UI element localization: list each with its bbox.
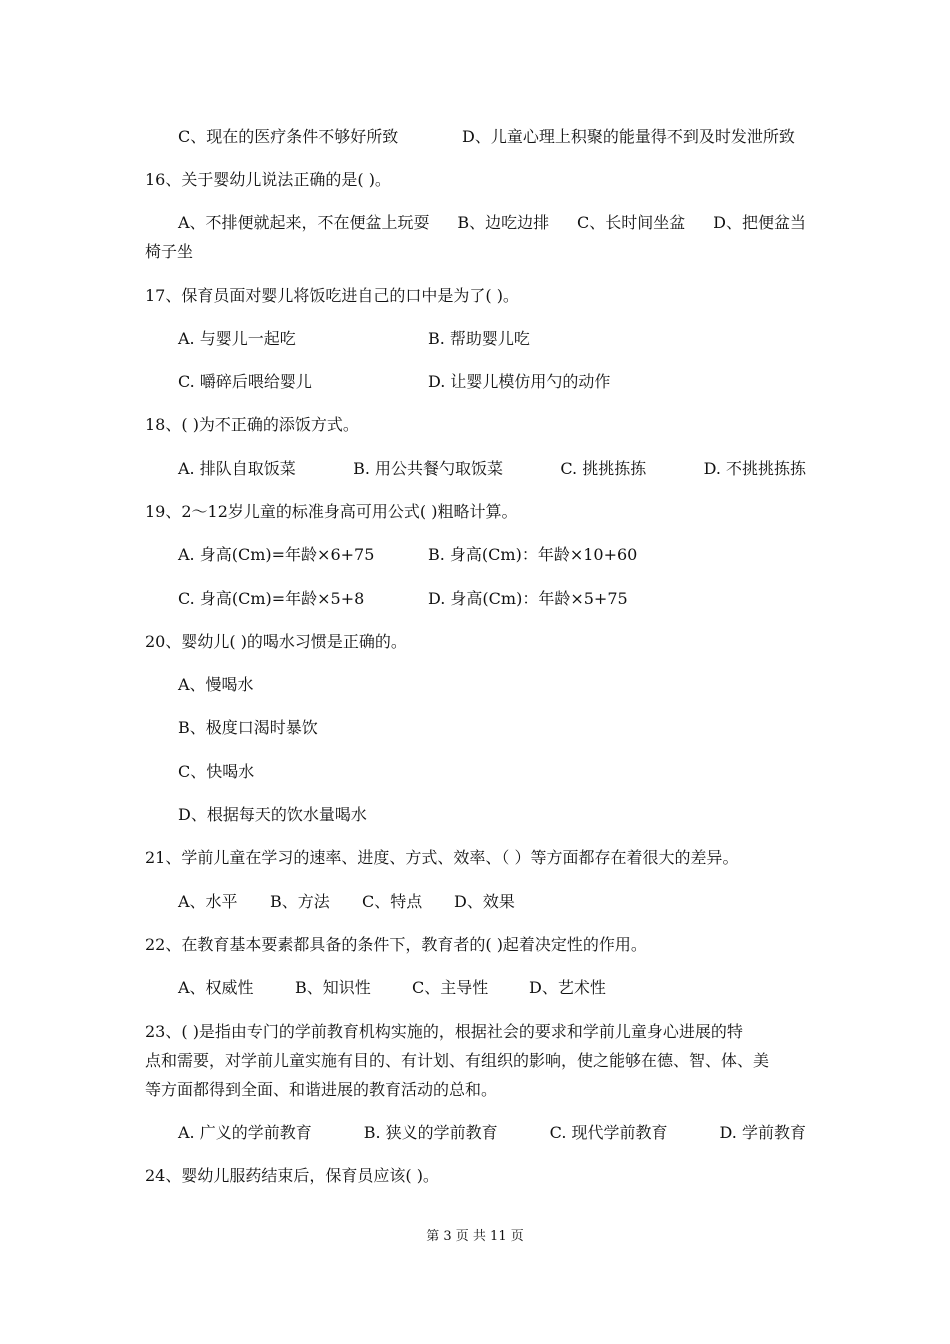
q16-stem: 16、关于婴幼儿说法正确的是( )。: [145, 170, 391, 189]
q21-option-c: C、特点: [362, 892, 423, 911]
q23-stem-line1: 23、( )是指由专门的学前教育机构实施的，根据社会的要求和学前儿童身心进展的特: [145, 1022, 743, 1041]
q24-stem: 24、婴幼儿服药结束后，保育员应该( )。: [145, 1166, 439, 1185]
q17-stem: 17、保育员面对婴儿将饭吃进自己的口中是为了( )。: [145, 286, 519, 305]
q15-option-d: D、儿童心理上积聚的能量得不到及时发泄所致: [462, 127, 795, 146]
q18-option-a: A. 排队自取饭菜: [178, 459, 296, 478]
q16-options-line2: 椅子坐: [145, 242, 194, 261]
q22-option-d: D、艺术性: [529, 978, 606, 997]
q19-option-a: A. 身高(Cm)=年龄×6+75: [178, 545, 375, 564]
q16-options-line1: [178, 213, 806, 233]
q16-option-d: D、把便盆当: [713, 213, 806, 232]
q23-options: [178, 1123, 806, 1143]
q20-option-c: C、快喝水: [178, 762, 255, 781]
q18-stem: 18、( )为不正确的添饭方式。: [145, 415, 359, 434]
q17-option-b: B. 帮助婴儿吃: [428, 329, 530, 348]
q21-option-a: A、水平: [178, 892, 238, 911]
q15-option-c: C、现在的医疗条件不够好所致: [178, 127, 399, 146]
q23-stem-line3: 等方面都得到全面、和谐进展的教育活动的总和。: [145, 1080, 498, 1099]
q21-stem: 21、学前儿童在学习的速率、进度、方式、效率、（ ）等方面都存在着很大的差异。: [145, 848, 739, 867]
q21-option-d: D、效果: [454, 892, 515, 911]
q20-stem: 20、婴幼儿( )的喝水习惯是正确的。: [145, 632, 407, 651]
q18-option-b: B. 用公共餐勺取饭菜: [353, 459, 504, 478]
q19-option-c: C. 身高(Cm)=年龄×5+8: [178, 589, 365, 608]
q17-option-a: A. 与婴儿一起吃: [178, 329, 296, 348]
q18-option-d: D. 不挑挑拣拣: [703, 459, 806, 478]
q22-option-c: C、主导性: [412, 978, 489, 997]
q18-options: [178, 459, 806, 479]
q22-option-a: A、权威性: [178, 978, 254, 997]
q17-option-c: C. 嚼碎后喂给婴儿: [178, 372, 312, 391]
q20-option-d: D、根据每天的饮水量喝水: [178, 805, 367, 824]
q23-option-a: A. 广义的学前教育: [178, 1123, 312, 1142]
q23-option-d: D. 学前教育: [719, 1123, 806, 1142]
q22-stem: 22、在教育基本要素都具备的条件下，教育者的( )起着决定性的作用。: [145, 935, 647, 954]
q16-option-a: A、不排便就起来，不在便盆上玩耍: [178, 213, 430, 232]
q16-option-b: B、边吃边排: [457, 213, 550, 232]
q18-option-c: C. 挑挑拣拣: [560, 459, 647, 478]
q19-option-d: D. 身高(Cm)：年龄×5+75: [428, 589, 628, 608]
q17-option-d: D. 让婴儿模仿用勺的动作: [428, 372, 611, 391]
q19-stem: 19、2～12岁儿童的标准身高可用公式( )粗略计算。: [145, 502, 518, 521]
q22-option-b: B、知识性: [295, 978, 371, 997]
q20-option-a: A、慢喝水: [178, 675, 254, 694]
q23-option-c: C. 现代学前教育: [549, 1123, 668, 1142]
q21-option-b: B、方法: [270, 892, 330, 911]
page-footer: 第 3 页 共 11 页: [426, 1229, 524, 1244]
q20-option-b: B、极度口渴时暴饮: [178, 718, 318, 737]
q23-option-b: B. 狭义的学前教育: [363, 1123, 498, 1142]
q23-stem-line2: 点和需要，对学前儿童实施有目的、有计划、有组织的影响，使之能够在德、智、体、美: [145, 1051, 770, 1070]
q19-option-b: B. 身高(Cm)：年龄×10+60: [428, 545, 638, 564]
q16-option-c: C、长时间坐盆: [577, 213, 686, 232]
